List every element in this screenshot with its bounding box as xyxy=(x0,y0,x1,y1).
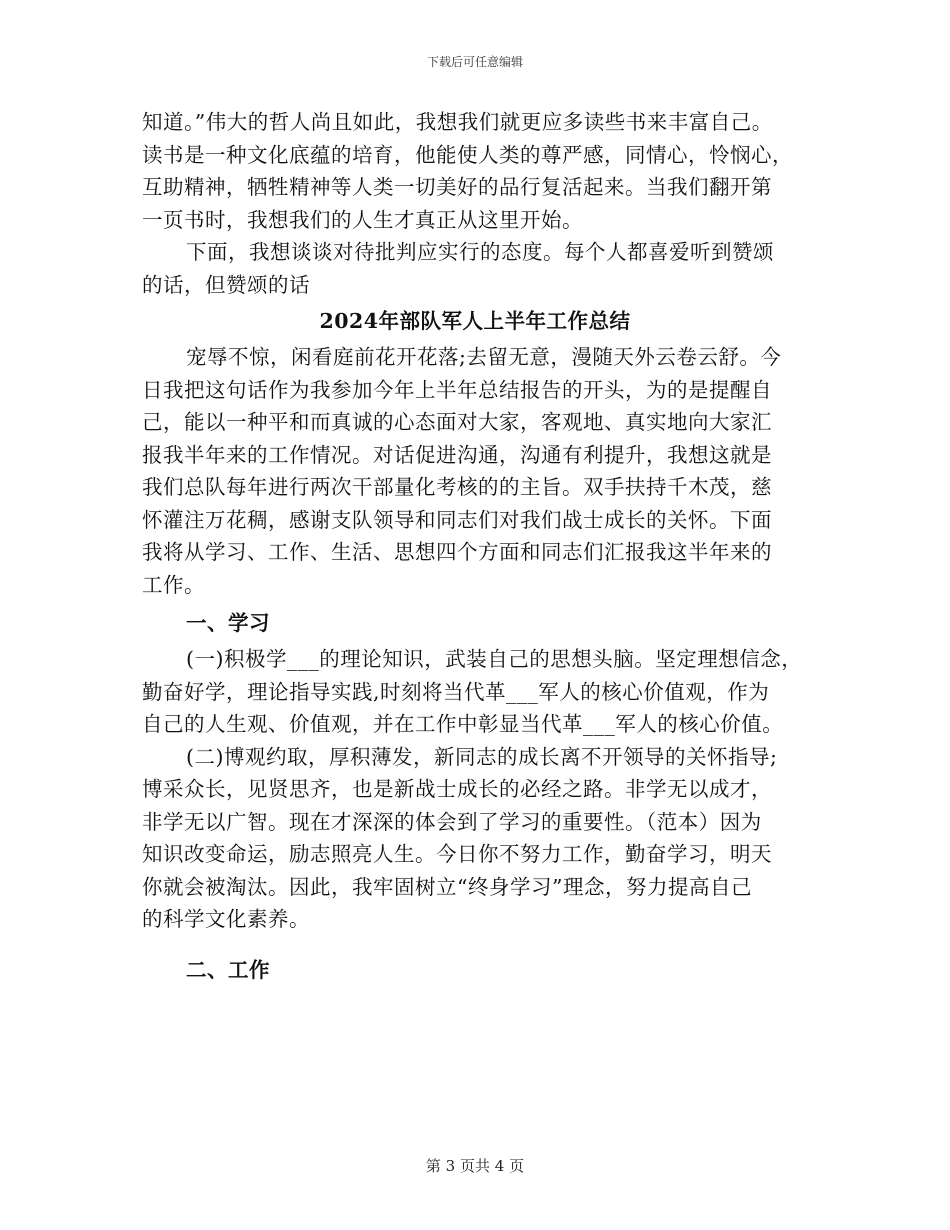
text-line: 己，能以一种平和而真诚的心态面对大家，客观地、真实地向大家汇 xyxy=(142,410,772,434)
text-line: (二)博观约取，厚积薄发，新同志的成长离不开领导的关怀指导; xyxy=(186,744,778,769)
intro-paragraph xyxy=(142,106,808,236)
intro-paragraph-2 xyxy=(142,236,808,301)
text-line: 报我半年来的工作情况。对话促进沟通，沟通有利提升，我想这就是 xyxy=(142,442,772,467)
section-heading-work: 二、工作 xyxy=(186,957,270,982)
text-line: 读书是一种文化底蕴的培育，他能使人类的尊严感，同情心，怜悯心， xyxy=(142,142,793,167)
study-item-2 xyxy=(142,741,808,936)
text-line: 知道。”伟大的哲人尚且如此，我想我们就更应多读些书来丰富自己。 xyxy=(142,110,773,134)
text-line: 怀灌注万花稠，感谢支队领导和同志们对我们战士成长的关怀。下面 xyxy=(142,507,772,532)
text-line: 互助精神，牺牲精神等人类一切美好的品行复活起来。当我们翻开第 xyxy=(142,175,772,199)
text-line: 下面，我想谈谈对待批判应实行的态度。每个人都喜爱听到赞颂 xyxy=(186,240,774,264)
text-line: 勤奋好学，理论指导实践,时刻将当代革___军人的核心价值观，作为 xyxy=(142,679,770,704)
document-body xyxy=(142,106,808,990)
text-line: (一)积极学___的理论知识，武装自己的思想头脑。坚定理想信念， xyxy=(186,647,803,671)
text-line: 的科学文化素养。 xyxy=(142,907,310,931)
text-line: 博采众长，见贤思齐，也是新战士成长的必经之路。非学无以成才， xyxy=(142,777,772,801)
document-title: 2024年部队军人上半年工作总结 xyxy=(319,309,631,333)
text-line: 的话，但赞颂的话 xyxy=(142,272,310,297)
text-line: 我将从学习、工作、生活、思想四个方面和同志们汇报我这半年来的 xyxy=(142,540,772,564)
text-line: 我们总队每年进行两次干部量化考核的的主旨。双手扶持千木茂，慈 xyxy=(142,475,772,499)
text-line: 一页书时，我想我们的人生才真正从这里开始。 xyxy=(142,207,583,232)
text-line: 知识改变命运，励志照亮人生。今日你不努力工作，勤奋学习，明天 xyxy=(142,842,772,866)
text-line: 宠辱不惊，闲看庭前花开花落;去留无意，漫随天外云卷云舒。今 xyxy=(186,345,782,369)
section-heading-study: 一、学习 xyxy=(186,611,270,635)
text-line: 自己的人生观、价值观，并在工作中彰显当代革___军人的核心价值。 xyxy=(142,712,784,736)
text-line: 非学无以广智。现在才深深的体会到了学习的重要性。（范本）因为 xyxy=(142,809,762,834)
study-item-1 xyxy=(142,643,808,741)
text-line: 你就会被淘汰。因此，我牢固树立“终身学习”理念，努力提高自己 xyxy=(142,874,752,899)
text-line: 日我把这句话作为我参加今年上半年总结报告的开头，为的是提醒自 xyxy=(142,377,772,402)
opening-paragraph xyxy=(142,341,808,601)
page-number-footer: 第 3 页共 4 页 xyxy=(425,1157,525,1175)
page-header: 下载后可任意编辑 xyxy=(426,55,523,69)
text-line: 工作。 xyxy=(142,572,205,597)
